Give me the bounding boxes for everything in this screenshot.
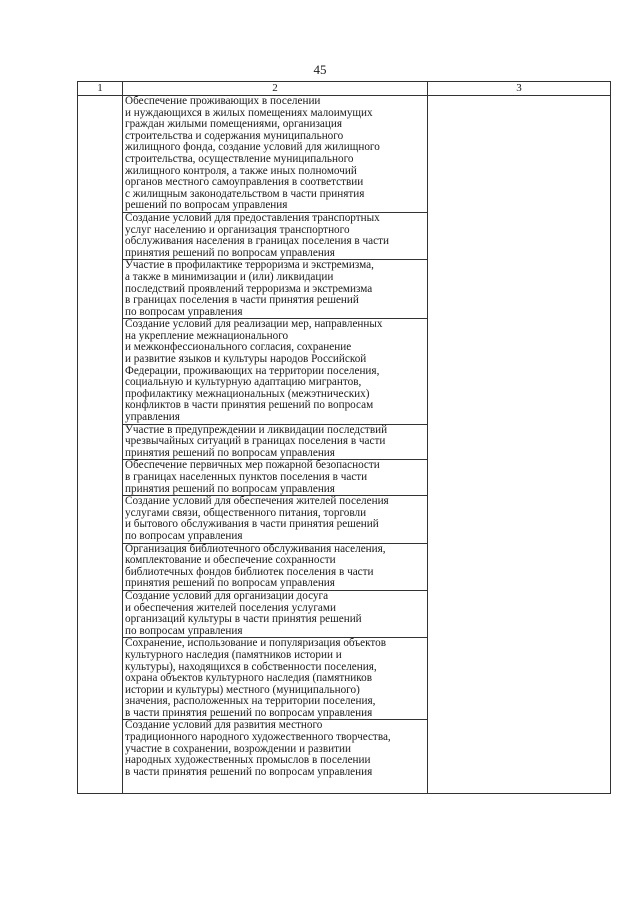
list-item-line: в границах поселения в части принятия решений: [125, 294, 359, 307]
list-item-line: органов местного самоуправления в соответствии: [125, 176, 364, 189]
list-item-line: профилактику межнациональных (межэтнических): [125, 387, 370, 400]
list-item-line: Участие в предупреждении и ликвидации последствий: [125, 423, 388, 436]
list-item-line: услуг населению и организация транспортного: [125, 223, 350, 236]
list-item-line: принятия решений по вопросам управления: [125, 577, 335, 590]
list-item-line: Создание условий для реализации мер, направленных: [125, 318, 383, 331]
list-item-line: конфликтов в части принятия решений по вопросам: [125, 399, 374, 412]
list-item: [123, 96, 427, 213]
list-item-line: принятия решений по вопросам управления: [125, 482, 335, 495]
list-item-line: в части принятия решений по вопросам управления: [125, 706, 373, 719]
list-item-line: участие в сохранении, возрождении и развитии: [125, 742, 351, 755]
list-item-line: комплектование и обеспечение сохранности: [125, 554, 336, 567]
list-item-line: охрана объектов культурного наследия (памятников: [125, 672, 372, 685]
list-item-line: Организация библиотечного обслуживания населения,: [125, 542, 386, 555]
list-item: [123, 496, 427, 543]
list-item-line: по вопросам управления: [125, 305, 243, 318]
list-item-line: с жилищным законодательством в части принятия: [125, 187, 365, 200]
list-item-line: жилищного контроля, а также иных полномочий: [125, 164, 357, 177]
list-item-line: культурного наследия (памятников истории и: [125, 648, 342, 661]
list-item: [123, 591, 427, 638]
powers-table: [77, 81, 611, 794]
list-item-line: последствий проявлений терроризма и экстремизма: [125, 282, 373, 295]
list-item-line: и бытового обслуживания в части принятия решений: [125, 518, 379, 531]
list-item-line: услугами связи, общественного питания, торговли: [125, 506, 367, 519]
column-header-2: 2: [123, 82, 428, 96]
list-item-line: библиотечных фондов библиотек поселения в части: [125, 565, 374, 578]
list-item: [123, 638, 427, 720]
column-2-cell: [123, 96, 428, 794]
list-item-line: жилищного фонда, создание условий для жилищного: [125, 141, 380, 154]
table-header-row: [78, 82, 611, 96]
list-item: [123, 260, 427, 319]
list-item-line: культуры), находящихся в собственности поселения,: [125, 660, 377, 673]
list-item-line: строительства, осуществление муниципального: [125, 152, 354, 165]
list-item-line: строительства и содержания муниципального: [125, 129, 344, 142]
table-body-row: [78, 96, 611, 794]
list-item-line: принятия решений по вопросам управления: [125, 446, 335, 459]
list-item-line: чрезвычайных ситуаций в границах поселения в части: [125, 435, 386, 448]
list-item-line: и межконфессионального согласия, сохранение: [125, 341, 352, 354]
list-item-line: решений по вопросам управления: [125, 199, 288, 212]
list-item-line: организаций культуры в части принятия решений: [125, 613, 362, 626]
list-item-line: Обеспечение проживающих в поселении: [125, 95, 321, 107]
list-item-line: Создание условий для организации досуга: [125, 589, 329, 602]
list-item-line: Создание условий для развития местного: [125, 719, 323, 732]
list-item-line: а также в минимизации и (или) ликвидации: [125, 270, 334, 283]
column-header-1: 1: [78, 82, 123, 96]
list-item-line: традиционного народного художественного творчества,: [125, 731, 391, 744]
list-item-line: Создание условий для обеспечения жителей поселения: [125, 495, 389, 508]
column-1-cell: [78, 96, 123, 794]
list-item-line: значения, расположенных на территории поселения,: [125, 695, 376, 708]
list-item-line: в части принятия решений по вопросам управления: [125, 765, 373, 778]
list-item-line: социальную и культурную адаптацию мигрантов,: [125, 376, 362, 389]
list-item: [123, 319, 427, 424]
list-item-line: по вопросам управления: [125, 624, 243, 637]
list-item-line: граждан жилыми помещениями, организация: [125, 118, 342, 131]
list-item-line: и обеспечения жителей поселения услугами: [125, 601, 336, 614]
page-number: 45: [313, 62, 327, 77]
list-item-line: Сохранение, использование и популяризация объектов: [125, 637, 386, 650]
list-item: [123, 213, 427, 260]
column-header-3: 3: [428, 82, 611, 96]
list-item-line: Создание условий для предоставления транспортных: [125, 211, 380, 224]
list-item-line: и развитие языков и культуры народов Российской: [125, 353, 367, 366]
list-item-line: принятия решений по вопросам управления: [125, 246, 335, 259]
list-item-line: на укрепление межнационального: [125, 329, 289, 342]
list-item-line: в границах населенных пунктов поселения в части: [125, 471, 368, 483]
list-item-line: по вопросам управления: [125, 529, 243, 542]
list-item-line: обслуживания населения в границах поселения в части: [125, 235, 389, 248]
list-item-line: и нуждающихся в жилых помещениях малоимущих: [125, 106, 373, 119]
list-item-line: Федерации, проживающих на территории поселения,: [125, 364, 380, 377]
list-item: [123, 460, 427, 496]
list-item-line: Обеспечение первичных мер пожарной безопасности: [125, 459, 380, 472]
list-item: [123, 720, 427, 782]
list-item-line: народных художественных промыслов в поселении: [125, 754, 371, 767]
list-item-line: управления: [125, 411, 180, 424]
column-3-cell: [428, 96, 611, 794]
list-item: [123, 544, 427, 591]
list-item-line: истории и культуры) местного (муниципального): [125, 683, 360, 696]
list-item: [123, 425, 427, 461]
list-item-line: Участие в профилактике терроризма и экстремизма,: [125, 259, 374, 272]
